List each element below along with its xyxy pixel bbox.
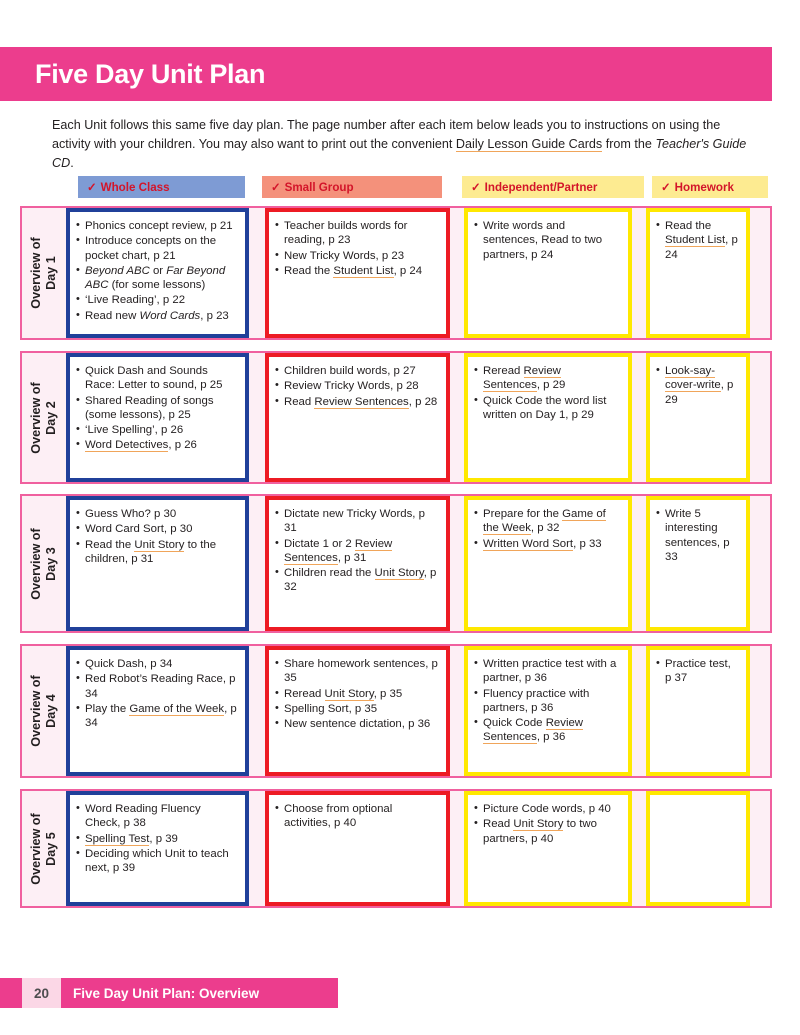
- activity-item: • Children read the Unit Story, p 32: [275, 566, 438, 595]
- check-icon: ✓: [87, 182, 97, 194]
- legend-label: Homework: [674, 180, 734, 194]
- activity-list: [656, 657, 738, 686]
- activity-list: [474, 364, 620, 422]
- day-row-inner: [22, 646, 770, 776]
- day-label-line2: Day 1: [44, 256, 58, 290]
- cell-small-group: [265, 646, 450, 776]
- legend-label: Small Group: [284, 180, 354, 194]
- day-label-line1: Overview of: [29, 237, 43, 309]
- day-row: [20, 351, 772, 484]
- activity-item: • Quick Dash and Sounds Race: Letter to sound, p 25: [76, 364, 237, 393]
- day-row: [20, 789, 772, 908]
- emphasis-underline: Review Sentences: [483, 365, 561, 392]
- activity-item: • New sentence dictation, p 36: [275, 717, 438, 731]
- activity-list: [474, 219, 620, 262]
- day-label-line2: Day 5: [44, 831, 58, 866]
- activity-item: • Spelling Sort, p 35: [275, 702, 438, 716]
- day-label: [22, 208, 66, 338]
- activity-list: [656, 364, 738, 407]
- activity-list: [275, 364, 438, 409]
- day-row: [20, 206, 772, 340]
- activity-item: • Red Robot’s Reading Race, p 34: [76, 672, 237, 701]
- check-icon: ✓: [661, 182, 671, 194]
- activity-item: • New Tricky Words, p 23: [275, 249, 438, 263]
- activity-item: • Teacher builds words for reading, p 23: [275, 219, 438, 248]
- legend-label: Whole Class: [100, 180, 170, 194]
- emphasis-underline: Unit Story: [134, 538, 185, 551]
- cell-independent-partner: [464, 791, 632, 906]
- day-label-line1: Overview of: [29, 527, 43, 600]
- cell-independent-partner: [464, 646, 632, 776]
- cell-whole-class: [66, 496, 249, 631]
- footer-page-number: 20: [22, 978, 61, 1008]
- activity-item: • Reread Unit Story, p 35: [275, 687, 438, 701]
- activity-item: • Written practice test with a partner, p 36: [474, 657, 620, 686]
- activity-item: • Picture Code words, p 40: [474, 802, 620, 816]
- activity-list: [656, 507, 738, 564]
- day-label-text: [29, 813, 59, 884]
- day-label-text: [29, 528, 59, 599]
- emphasis-underline: Look-say-cover-write: [665, 365, 721, 392]
- activity-item: • Quick Dash, p 34: [76, 657, 237, 671]
- day-label-line2: Day 4: [44, 694, 58, 728]
- cell-small-group: [265, 208, 450, 338]
- teachers-guide-cd-text: Teacher's Guide CD: [52, 137, 747, 170]
- activity-item: • Read the Student List, p 24: [656, 219, 738, 262]
- legend-item-homework[interactable]: [652, 176, 768, 198]
- activity-item: • Word Detectives, p 26: [76, 438, 237, 452]
- emphasis-underline: Review Sentences: [284, 537, 393, 564]
- activity-list: [275, 219, 438, 278]
- activity-item: • ‘Live Spelling’, p 26: [76, 423, 237, 437]
- emphasis-underline: Unit Story: [374, 567, 424, 580]
- legend-item-independent-partner[interactable]: [462, 176, 644, 198]
- emphasis-italic: Beyond ABC: [85, 264, 226, 292]
- activity-item: • Shared Reading of songs (some lessons), p 25: [76, 394, 237, 423]
- activity-item: • Practice test, p 37: [656, 657, 738, 686]
- day-label-line1: Overview of: [29, 381, 43, 454]
- cell-small-group: [265, 791, 450, 906]
- page-header-banner: [0, 47, 772, 101]
- activity-item: • Read new Word Cards, p 23: [76, 309, 237, 323]
- emphasis-underline: Review Sentences: [314, 395, 409, 408]
- day-label-text: [29, 382, 59, 453]
- activity-item: • Quick Code the word list written on Day 1, p 29: [474, 394, 620, 423]
- day-label: [22, 791, 66, 906]
- day-row-inner: [22, 496, 770, 631]
- emphasis-underline: Review Sentences: [483, 717, 584, 744]
- activity-item: • Phonics concept review, p 21: [76, 219, 237, 233]
- cell-independent-partner: [464, 496, 632, 631]
- day-row: [20, 644, 772, 778]
- emphasis-underline: Student List: [665, 234, 726, 247]
- activity-item: • Reread Review Sentences, p 29: [474, 364, 620, 393]
- activity-item: • Read Unit Story to two partners, p 40: [474, 817, 620, 846]
- emphasis-underline: Word Detectives: [85, 439, 169, 452]
- activity-item: • Written Word Sort, p 33: [474, 537, 620, 551]
- day-row-inner: [22, 791, 770, 906]
- legend-item-small-group[interactable]: [262, 176, 442, 198]
- activity-item: • Dictate 1 or 2 Review Sentences, p 31: [275, 537, 438, 566]
- activity-item: • Write words and sentences, Read to two partners, p 24: [474, 219, 620, 262]
- legend-label: Independent/Partner: [484, 180, 598, 194]
- cell-whole-class: [66, 791, 249, 906]
- activity-item: • Word Reading Fluency Check, p 38: [76, 802, 237, 831]
- emphasis-italic: Far Beyond ABC: [85, 264, 226, 292]
- day-label: [22, 353, 66, 482]
- activity-list: [275, 657, 438, 731]
- cell-homework: [646, 496, 750, 631]
- activity-item: • Dictate new Tricky Words, p 31: [275, 507, 438, 536]
- activity-item: • Guess Who? p 30: [76, 507, 237, 521]
- activity-item: • Introduce concepts on the pocket chart, p 21: [76, 234, 237, 263]
- cell-homework: [646, 791, 750, 906]
- activity-item: • Word Card Sort, p 30: [76, 522, 237, 536]
- intro-text-part2: from the: [602, 137, 656, 151]
- cell-homework: [646, 646, 750, 776]
- activity-item: • Quick Code Review Sentences, p 36: [474, 716, 620, 745]
- emphasis-underline: Written Word Sort: [483, 537, 574, 550]
- activity-list: [474, 657, 620, 745]
- intro-paragraph: [52, 116, 752, 173]
- activity-list: [656, 219, 738, 262]
- activity-item: • Review Tricky Words, p 28: [275, 379, 438, 393]
- activity-item: • Write 5 interesting sentences, p 33: [656, 507, 738, 564]
- cell-independent-partner: [464, 353, 632, 482]
- cell-whole-class: [66, 353, 249, 482]
- day-row-inner: [22, 353, 770, 482]
- intro-text-part1: Each Unit follows this same five day plan. The page number after each item below leads you to instructions on using the activity with your children. You may also want to print out the convenient: [52, 118, 721, 151]
- activity-list: [76, 802, 237, 875]
- emphasis-italic: Beyond ABC: [85, 264, 150, 277]
- cell-homework: [646, 208, 750, 338]
- activity-item: • Prepare for the Game of the Week, p 32: [474, 507, 620, 536]
- footer-edge-block: [0, 978, 22, 1008]
- cell-small-group: [265, 496, 450, 631]
- activity-item: • Play the Game of the Week, p 34: [76, 702, 237, 731]
- emphasis-italic: Word Cards: [139, 309, 201, 322]
- activity-item: • Children build words, p 27: [275, 364, 438, 378]
- emphasis-underline: Game of the Week: [129, 702, 225, 715]
- activity-item: • Fluency practice with partners, p 36: [474, 687, 620, 716]
- activity-item: • Read the Unit Story to the children, p 31: [76, 538, 237, 567]
- activity-item: • Read the Student List, p 24: [275, 264, 438, 278]
- activity-list: [76, 507, 237, 566]
- check-icon: ✓: [271, 182, 281, 194]
- emphasis-underline: Spelling Test: [85, 832, 150, 845]
- day-label: [22, 496, 66, 631]
- cell-small-group: [265, 353, 450, 482]
- daily-lesson-guide-cards-link[interactable]: Daily Lesson Guide Cards: [455, 137, 603, 151]
- day-label-text: [29, 237, 59, 308]
- emphasis-underline: Game of the Week: [483, 508, 606, 535]
- day-label-line2: Day 2: [44, 400, 58, 435]
- day-label-line1: Overview of: [29, 812, 43, 885]
- activity-item: • Beyond ABC or Far Beyond ABC (for some lessons): [76, 264, 237, 293]
- activity-list: [474, 802, 620, 846]
- day-row-inner: [22, 208, 770, 338]
- cell-independent-partner: [464, 208, 632, 338]
- activity-list: [275, 507, 438, 595]
- intro-text-part3: .: [70, 156, 74, 170]
- activity-item: • ‘Live Reading’, p 22: [76, 293, 237, 307]
- activity-item: • Deciding which Unit to teach next, p 39: [76, 847, 237, 876]
- cell-whole-class: [66, 646, 249, 776]
- activity-list: [275, 802, 438, 831]
- activity-item: • Look-say-cover-write, p 29: [656, 364, 738, 407]
- activity-item: • Spelling Test, p 39: [76, 832, 237, 846]
- footer-title: Five Day Unit Plan: Overview: [61, 978, 338, 1008]
- day-label-line2: Day 3: [44, 546, 58, 581]
- day-row: [20, 494, 772, 633]
- day-label-line1: Overview of: [29, 675, 43, 747]
- legend-item-whole-class[interactable]: [78, 176, 245, 198]
- activity-list: [474, 507, 620, 551]
- check-icon: ✓: [471, 182, 481, 194]
- day-label: [22, 646, 66, 776]
- emphasis-underline: Student List: [333, 264, 394, 277]
- activity-list: [76, 364, 237, 453]
- activity-item: • Share homework sentences, p 35: [275, 657, 438, 686]
- activity-list: [76, 219, 237, 323]
- activity-item: • Read Review Sentences, p 28: [275, 395, 438, 409]
- cell-homework: [646, 353, 750, 482]
- page-title: Five Day Unit Plan: [35, 59, 266, 89]
- day-label-text: [29, 675, 59, 746]
- activity-item: • Choose from optional activities, p 40: [275, 802, 438, 831]
- activity-list: [76, 657, 237, 730]
- emphasis-underline: Unit Story: [513, 818, 564, 831]
- cell-whole-class: [66, 208, 249, 338]
- legend: [78, 176, 768, 198]
- emphasis-underline: Unit Story: [324, 687, 374, 700]
